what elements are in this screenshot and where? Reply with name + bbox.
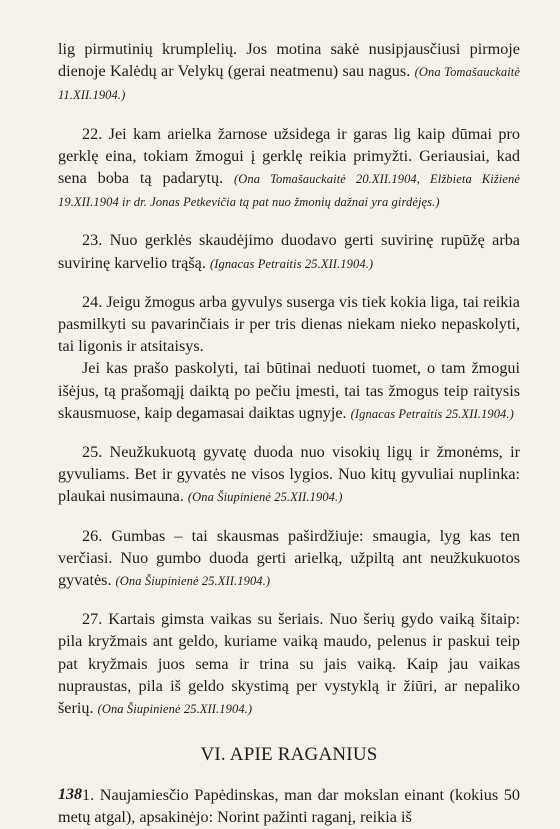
entry-27 [58,608,520,720]
entry-text: 26. Gumbas – tai skausmas paširdžiuje: smaugia, lyg kas ten verčiasi. Nuo gumbo duoda gerti arielką, užpiltą ant neužkukuotos gyvatės. [58,526,520,590]
section-entry-1: 1. Naujamiesčio Papėdinskas, man dar mokslan einant (kokius 50 metų atgal), apsakinėjo: Norint pažinti raganį, reikia iš [58,786,520,827]
entry-source: (Ona Tomašauckaitė 20.XII.1904, Elžbieta Kižienė 19.XII.1904 ir dr. Jonas Petkevičia tą pat nuo žmonių dažnai yra girdėjęs.) [58,172,521,210]
entry-continuation [58,38,520,107]
entry-text: Jei kas prašo paskolyti, tai būtinai neduoti tuomet, o tam žmogui išėjus, tą prašomąjį daiktą po pečiu įmesti, tai tas žmogus teip raitysis skausmuose, kaip degamasai daiktas ugnyje. [58,359,520,422]
entry-text: lig pirmutinių krumplelių. Jos motina sakė nusipjausčiusi pirmoje dienoje Kalėdų ar Velykų (gerai neatmenu) sau nagus. [58,40,520,81]
entry-source: (Ona Tomašauckaitė 11.XII.1904.) [58,65,521,103]
entry-text-second-paragraph [58,357,520,425]
entry-source: (Ignacas Petraitis 25.XII.1904.) [350,406,514,421]
entry-text: 27. Kartais gimsta vaikas su šeriais. Nuo šerių gydo vaiką šitaip: pila kryžmais ant geldo, kuriame vaiką maudo, pelenus ir paskui teip pat kryžmais juos sema ir trina su jais vaiką. Kaip jau vaikas nupraustas, pila iš geldo skystimą per vystyklą ir žiūri, ar nepaliko šerių. [58,610,520,718]
entry-26 [58,525,520,593]
entry-source: (Ona Šiupinienė 25.XII.1904.) [187,490,343,505]
entry-23 [58,229,520,274]
page-number: 138 [58,786,82,803]
entry-source: (Ona Šiupinienė 25.XII.1904.) [97,702,253,717]
entry-25 [58,441,520,509]
entry-source: (Ona Šiupinienė 25.XII.1904.) [115,574,271,589]
entry-text: 24. Jeigu žmogus arba gyvulys suserga vis tiek kokia liga, tai reikia pasmilkyti su pavarinčiais ir per tris dienas niekam nieko nepaskolyti, tai ligonis ir atsitaisys. [58,292,520,356]
entry-text: 25. Neužkukuotą gyvatę duoda nuo visokių ligų ir žmonėms, ir gyvuliams. Bet ir gyvatės ne visos lygios. Nuo kitų gyvuliai nuplinka: plaukai nusimauna. [58,443,520,506]
entry-24 [58,291,520,425]
entry-22 [58,123,520,214]
section-heading: VI. APIE RAGANIUS [200,744,378,766]
entry-text: 22. Jei kam arielka žarnose užsidega ir garas lig kaip dūmai pro gerklę eina, tokiam žmogui į gerklę reikia primyžti. Geriausiai, kad sena boba tą padarytų. [58,124,520,188]
entry-source: (Ignacas Petraitis 25.XII.1904.) [209,256,374,271]
entry-text: 23. Nuo gerklės skaudėjimo duodavo gerti suvirinę rupūžę arba suvirinę karvelio trąšą. [58,231,520,272]
